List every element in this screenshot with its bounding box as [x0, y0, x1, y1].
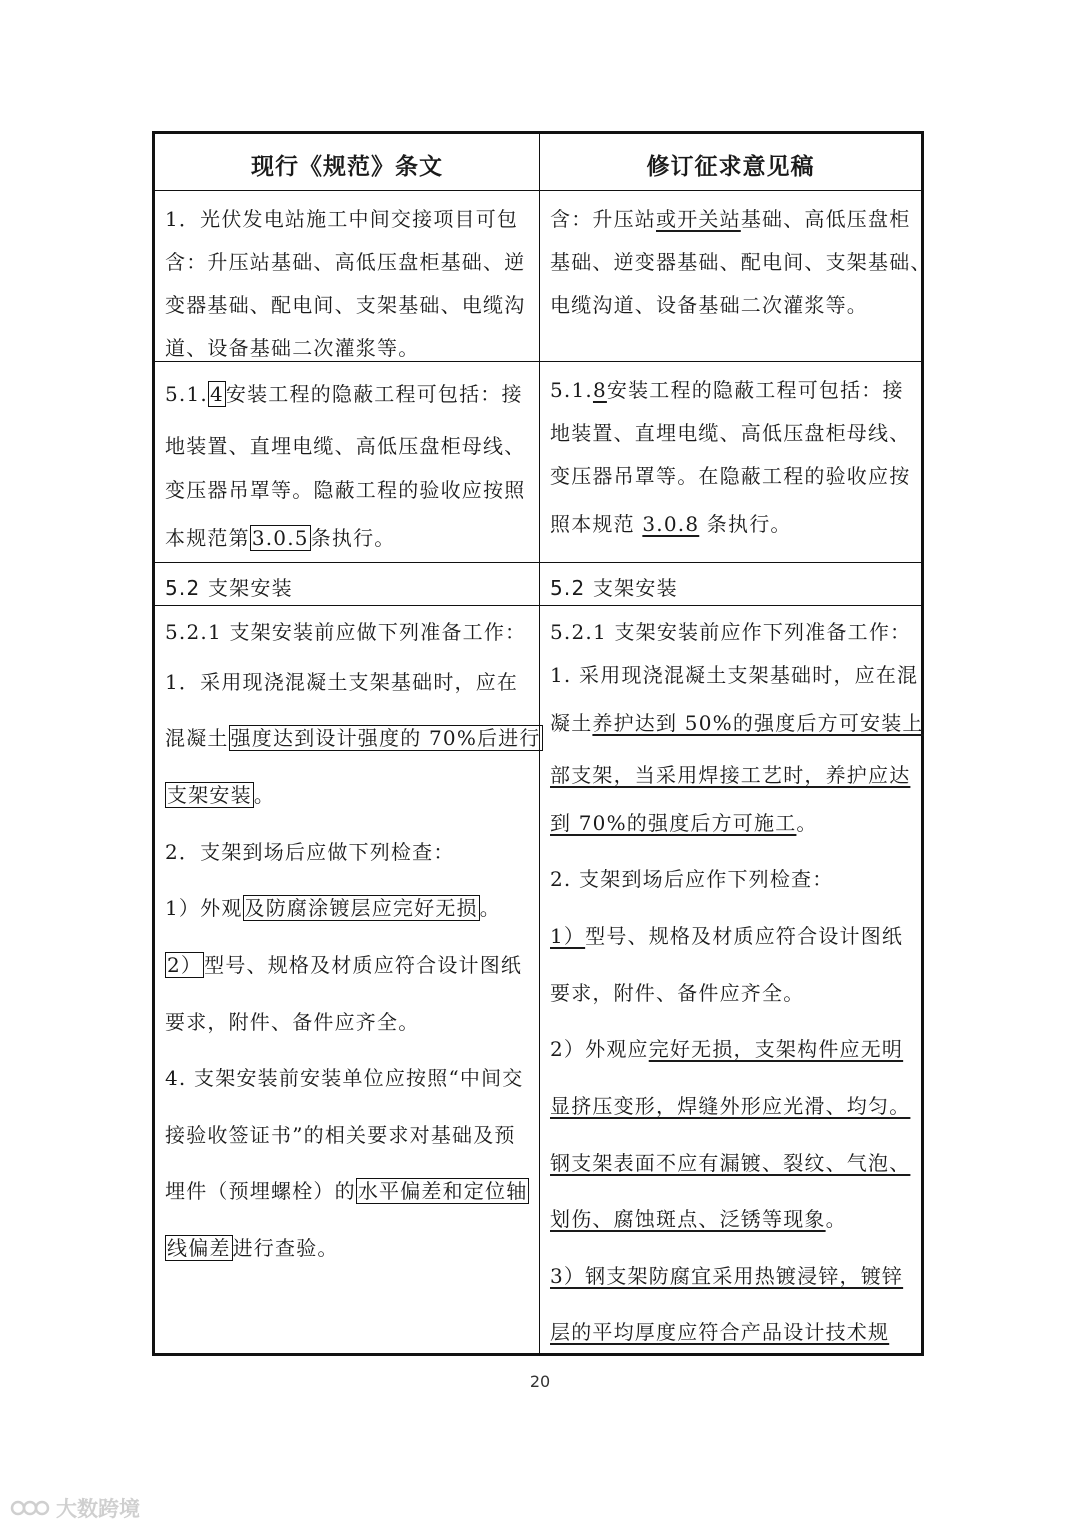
- section-heading: 5.2 支架安装: [165, 576, 293, 600]
- boxed-deletion: 支架安装: [167, 783, 252, 807]
- text-span: 5.1.: [550, 378, 593, 402]
- row1-current-cell: [155, 191, 540, 361]
- header-revised-text: 修订征求意见稿: [646, 154, 815, 180]
- text-line: 要求，附件、备件应齐全。: [550, 981, 805, 1005]
- text-line: 1．光伏发电站施工中间交接项目可包: [165, 207, 519, 231]
- underlined-insertion: 养护达到 50%的强度后方可安装上: [592, 711, 924, 735]
- text-line: 变器基础、配电间、支架基础、电缆沟: [165, 293, 526, 317]
- text-line: [165, 892, 501, 921]
- text-line: [550, 508, 792, 537]
- page-number: 20: [529, 1372, 551, 1391]
- text-line: 电缆沟道、设备基础二次灌浆等。: [550, 293, 868, 317]
- text-span: 型号、规格及材质应符合设计图纸: [204, 953, 523, 977]
- underlined-insertion: 1）: [550, 924, 586, 948]
- text-line: 5.2.1 支架安装前应做下列准备工作：: [165, 620, 527, 644]
- text-span: 1）外观: [165, 896, 243, 920]
- underlined-insertion: 或开关站: [656, 207, 741, 231]
- text-line: 4. 支架安装前安装单位应按照“中间交: [165, 1066, 524, 1090]
- text-line: 1．采用现浇混凝土支架基础时，应在: [165, 670, 519, 694]
- boxed-deletion: 水平偏差和定位轴: [357, 1179, 528, 1203]
- table-row-4: [155, 606, 924, 1353]
- text-line: [165, 722, 543, 751]
- text-line: 5.2.1 支架安装前应作下列准备工作：: [550, 620, 912, 644]
- boxed-deletion: 线偏差: [167, 1236, 231, 1260]
- text-span: 5.1.: [165, 382, 208, 406]
- underlined-line: 层的平均厚度应符合产品设计技术规: [550, 1320, 890, 1344]
- text-line: 2. 支架到场后应作下列检查：: [550, 867, 834, 891]
- text-line: 变压器吊罩等。隐蔽工程的验收应按照: [165, 478, 526, 502]
- underlined-insertion: 到 70%的强度后方可施工: [550, 811, 797, 835]
- text-line: 道、设备基础二次灌浆等。: [165, 336, 420, 360]
- boxed-deletion: 及防腐涂镀层应完好无损: [244, 896, 478, 920]
- underlined-insertion: 划伤、腐蚀斑点、泛锈等现象: [550, 1207, 826, 1231]
- text-span: 2）外观应: [550, 1037, 649, 1061]
- underlined-line: 3）钢支架防腐宜采用热镀浸锌，镀锌: [550, 1264, 904, 1288]
- boxed-deletion: 2）: [167, 953, 203, 977]
- text-span: 条执行。: [310, 526, 396, 550]
- row4-revised-cell: [540, 606, 924, 1353]
- table-row-2: [155, 362, 921, 562]
- underlined-insertion: 完好无损，支架构件应无明: [648, 1037, 904, 1061]
- row3-current-cell: [155, 563, 540, 605]
- table-row-section: [155, 563, 921, 605]
- text-line: 接验收签证书”的相关要求对基础及预: [165, 1123, 516, 1147]
- text-span: 凝土: [550, 711, 593, 735]
- underlined-line: 钢支架表面不应有漏镀、裂纹、气泡、: [550, 1151, 911, 1175]
- text-line: [550, 807, 818, 836]
- watermark-text: 大数跨境: [56, 1497, 140, 1521]
- text-span: 本规范第: [165, 526, 250, 550]
- text-line: [165, 1175, 529, 1204]
- text-line: [165, 949, 522, 978]
- watermark-logo-icon: [10, 1497, 50, 1519]
- row1-revised-cell: [540, 191, 932, 361]
- comparison-table: [152, 131, 932, 1356]
- underlined-line: 显挤压变形，焊缝外形应光滑、均匀。: [550, 1094, 911, 1118]
- table-row-1: [155, 191, 932, 361]
- section-heading: 5.2 支架安装: [550, 576, 678, 600]
- text-span: 。: [825, 1207, 847, 1231]
- text-line: 变压器吊罩等。在隐蔽工程的验收应按: [550, 464, 911, 488]
- text-span: 安装工程的隐蔽工程可包括：接: [225, 382, 523, 406]
- boxed-deletion: 强度达到设计强度的 70%后进行: [230, 726, 541, 750]
- text-line: 2．支架到场后应做下列检查：: [165, 840, 455, 864]
- header-cell-revised: [540, 134, 921, 190]
- text-span: 含：升压站: [550, 207, 656, 231]
- underlined-insertion: 3.0.8: [642, 512, 700, 536]
- row2-current-cell: [155, 362, 540, 562]
- text-line: [165, 522, 396, 551]
- text-span: 混凝土: [165, 726, 229, 750]
- text-span: 。: [796, 811, 818, 835]
- text-span: 进行查验。: [232, 1236, 339, 1260]
- text-line: [550, 707, 924, 736]
- text-line: 地装置、直埋电缆、高低压盘柜母线、: [550, 421, 911, 445]
- text-line: [165, 1232, 339, 1261]
- row2-revised-cell: [540, 362, 921, 562]
- text-line: [550, 1033, 903, 1062]
- text-span: 埋件（预埋螺栓）的: [165, 1179, 356, 1203]
- text-span: 型号、规格及材质应符合设计图纸: [585, 924, 904, 948]
- text-line: [165, 779, 275, 808]
- text-line: 1. 采用现浇混凝土支架基础时，应在混: [550, 663, 919, 687]
- header-current-text: 现行《规范》条文: [251, 154, 443, 180]
- table-header-row: [155, 134, 921, 190]
- row4-current-cell: [155, 606, 540, 1353]
- boxed-deletion: 3.0.5: [251, 526, 309, 550]
- text-line: 要求，附件、备件应齐全。: [165, 1010, 420, 1034]
- row3-revised-cell: [540, 563, 921, 605]
- text-line: [550, 374, 904, 403]
- underlined-insertion: 8: [592, 378, 607, 402]
- header-cell-current: [155, 134, 540, 190]
- text-span: 。: [253, 783, 276, 807]
- text-line: [550, 920, 903, 949]
- text-span: 安装工程的隐蔽工程可包括：接: [606, 378, 904, 402]
- text-line: [550, 1203, 847, 1232]
- watermark: [10, 1493, 140, 1523]
- text-line: [550, 203, 910, 232]
- text-line: 含：升压站基础、高低压盘柜基础、逆: [165, 250, 526, 274]
- text-span: 照本规范: [550, 512, 643, 536]
- text-span: 基础、高低压盘柜: [740, 207, 911, 231]
- text-line: 地装置、直埋电缆、高低压盘柜母线、: [165, 434, 526, 458]
- text-line: 基础、逆变器基础、配电间、支架基础、: [550, 250, 932, 274]
- text-line: [165, 378, 523, 407]
- text-span: 。: [479, 896, 501, 920]
- underlined-line: 部支架，当采用焊接工艺时，养护应达: [550, 763, 911, 787]
- text-span: 条执行。: [699, 512, 792, 536]
- boxed-deletion: 4: [209, 382, 224, 406]
